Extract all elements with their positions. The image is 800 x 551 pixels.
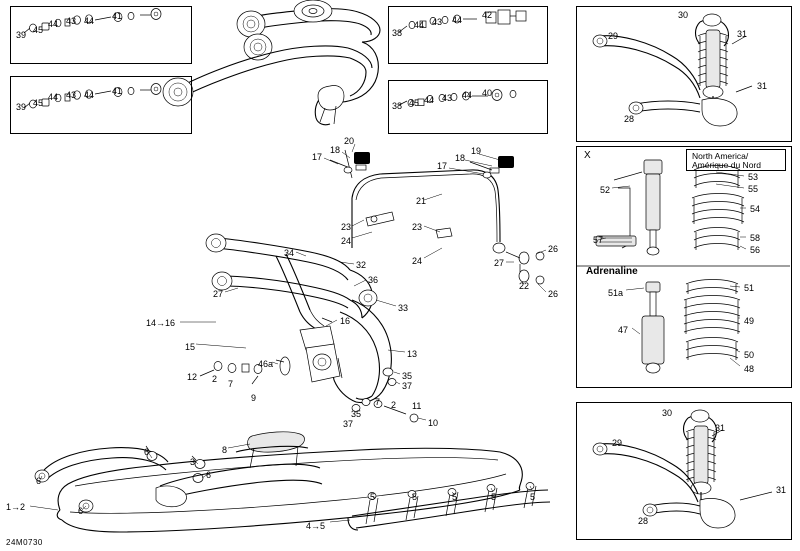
- part-callout: 35: [351, 409, 362, 419]
- part-callout: 27: [494, 258, 505, 268]
- part-callout: 40: [482, 88, 493, 98]
- part-callout: 29: [608, 31, 619, 41]
- part-callout: 32: [356, 260, 367, 270]
- part-callout: 39: [16, 102, 27, 112]
- part-callout: 5: [530, 492, 536, 502]
- part-callout: 44: [48, 92, 59, 102]
- part-callout: 18: [455, 153, 466, 163]
- north-america-heading-line1: North America/: [692, 151, 749, 161]
- part-callout: 5: [491, 492, 497, 502]
- panel-right-bottom: [576, 402, 792, 540]
- part-callout: 9: [251, 393, 257, 403]
- part-callout: 23: [412, 222, 423, 232]
- part-callout: 53: [748, 172, 759, 182]
- part-callout: 48: [744, 364, 755, 374]
- part-callout: 11: [412, 401, 422, 411]
- part-callout: 42: [482, 10, 493, 20]
- part-callout: 6: [36, 476, 42, 486]
- part-callout: 37: [343, 419, 354, 429]
- part-callout: 50: [744, 350, 755, 360]
- north-america-heading-line2: Amérique du Nord: [692, 160, 761, 170]
- part-callout: 1→2: [6, 502, 26, 512]
- part-callout: 27: [213, 289, 224, 299]
- part-callout: 54: [750, 204, 761, 214]
- part-callout: 15: [185, 342, 196, 352]
- part-callout: 31: [715, 423, 726, 433]
- part-callout: 43: [66, 16, 77, 26]
- part-callout: 18: [330, 145, 341, 155]
- part-callout: 6: [206, 470, 212, 480]
- part-callout: 5: [412, 492, 418, 502]
- part-callout: 23: [341, 222, 352, 232]
- part-callout: 2: [212, 374, 218, 384]
- x-marker-label: X: [584, 150, 591, 161]
- part-callout: 29: [612, 438, 623, 448]
- part-callout: 30: [662, 408, 673, 418]
- part-callout: 38: [392, 101, 403, 111]
- part-callout: 39: [16, 30, 27, 40]
- part-callout: 8: [222, 445, 228, 455]
- part-callout: 57: [593, 235, 604, 245]
- part-callout: 44: [414, 20, 425, 30]
- part-callout: 49: [744, 316, 755, 326]
- part-callout: 43: [432, 17, 443, 27]
- part-callout: 43: [66, 90, 77, 100]
- upper-a-arms: [163, 0, 380, 125]
- panel-upper-mid-inset-1: [388, 6, 548, 64]
- part-callout: 43: [442, 93, 453, 103]
- part-callout: 22: [519, 281, 530, 291]
- part-callout: 21: [416, 196, 427, 206]
- spindle-bracket: [200, 300, 418, 422]
- panel-right-top: [576, 6, 792, 142]
- part-callout: 44: [48, 19, 59, 29]
- part-callout: 31: [757, 81, 768, 91]
- part-callout: 7: [228, 379, 234, 389]
- part-callout: 44: [462, 90, 473, 100]
- part-callout: 2: [391, 400, 397, 410]
- part-callout: 5: [452, 492, 458, 502]
- part-callout: 28: [638, 516, 649, 526]
- part-callout: 5: [370, 492, 376, 502]
- part-callout: 38: [392, 28, 403, 38]
- part-callout: 58: [750, 233, 761, 243]
- part-callout: 37: [402, 381, 413, 391]
- part-callout: 51a: [608, 288, 624, 298]
- part-callout: 56: [750, 245, 761, 255]
- part-callout: 6: [144, 447, 150, 457]
- part-callout: 36: [368, 275, 379, 285]
- document-code: 24M0730: [6, 538, 43, 547]
- part-callout: 20: [344, 136, 355, 146]
- part-callout: 47: [618, 325, 629, 335]
- part-callout: 41: [112, 86, 123, 96]
- part-callout: 44: [84, 90, 95, 100]
- part-callout: 44: [84, 16, 95, 26]
- part-callout: 26: [548, 289, 559, 299]
- part-callout: 17: [312, 152, 323, 162]
- part-callout: 17: [437, 161, 448, 171]
- part-callout: 33: [398, 303, 409, 313]
- part-callout: 26: [548, 244, 559, 254]
- part-callout: 35: [402, 371, 413, 381]
- part-callout: 19: [471, 146, 482, 156]
- part-callout: 51: [744, 283, 755, 293]
- part-callout: 10: [428, 418, 439, 428]
- part-callout: 45: [409, 98, 420, 108]
- part-callout: 31: [776, 485, 787, 495]
- part-callout: 30: [678, 10, 689, 20]
- part-callout: 16: [340, 316, 351, 326]
- part-callout: 55: [748, 184, 759, 194]
- part-callout: 41: [112, 11, 123, 21]
- part-callout: 4→5: [306, 521, 326, 531]
- part-callout: 34: [284, 248, 295, 258]
- part-callout: 13: [407, 349, 418, 359]
- part-callout: 52: [600, 185, 611, 195]
- part-callout: 31: [737, 29, 748, 39]
- ski-assembly: [35, 432, 550, 532]
- part-callout: 24: [412, 256, 423, 266]
- part-callout: 24: [341, 236, 352, 246]
- part-callout: 12: [187, 372, 198, 382]
- part-callout: 7: [375, 397, 381, 407]
- part-callout: 6: [78, 506, 84, 516]
- part-callout: 44: [424, 95, 435, 105]
- leader-lines: [30, 144, 546, 522]
- part-callout: 3: [190, 457, 196, 467]
- part-callout: 44: [452, 15, 463, 25]
- part-callout: 45: [33, 25, 44, 35]
- panel-upper-left-inset-1: [10, 6, 192, 64]
- part-callout: 45: [33, 98, 44, 108]
- adrenaline-heading: Adrenaline: [586, 266, 638, 277]
- part-callout: 14→16: [146, 318, 176, 328]
- part-callout: 28: [624, 114, 635, 124]
- part-callout: 46a: [258, 359, 274, 369]
